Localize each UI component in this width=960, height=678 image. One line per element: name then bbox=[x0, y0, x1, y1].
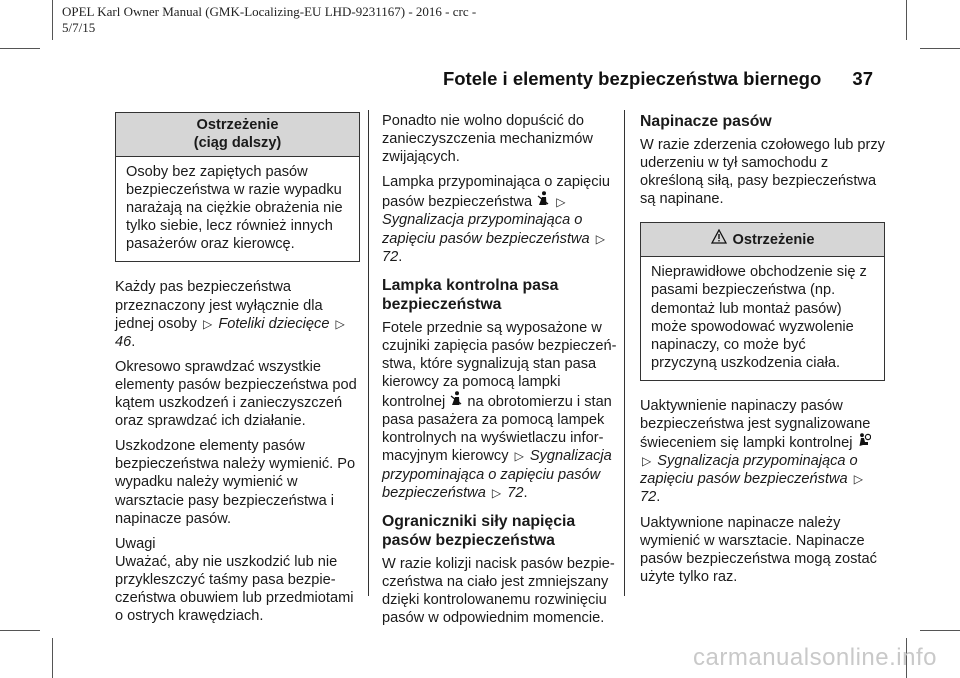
paragraph-text: Każdy pas bezpieczeństwa przeznaczony jest wyłącznie dla jednej osoby bbox=[115, 279, 323, 332]
page-reference-arrow-icon: ▷ bbox=[491, 485, 502, 500]
page-reference-arrow-icon: ▷ bbox=[514, 449, 524, 464]
column-2 bbox=[382, 112, 622, 634]
crop-mark bbox=[920, 630, 960, 631]
page-reference-arrow-icon: ▷ bbox=[335, 316, 345, 331]
seatbelt-reminder-icon bbox=[537, 191, 549, 209]
section-heading: Lampka kontrolna pasa bezpieczeństwa bbox=[382, 276, 559, 313]
paragraph: Uaktywnione napinacze należy wymienić w warsztacie. Napinacze pasów bezpieczeństwa mogą zostać użyte tylko raz. bbox=[640, 514, 877, 585]
note-text: Uważać, aby nie uszkodzić lub nie przykleszczyć taśmy pasa bezpieczeństwa obuwiem lub przedmiotami o ostrych krawędziach. bbox=[115, 553, 354, 625]
crop-mark bbox=[52, 0, 53, 40]
paragraph: Okresowo sprawdzać wszystkie elementy pasów bezpieczeństwa pod kątem uszkodzeń i zanieczyszczeń oraz sprawdzać ich działanie. bbox=[115, 358, 357, 430]
cross-reference-link[interactable]: Sygnalizacja przypominająca o zapięciu pasów bezpieczeństwa bbox=[382, 212, 590, 247]
watermark: carmanualsonline.info bbox=[693, 644, 937, 671]
crop-mark bbox=[0, 630, 40, 631]
paragraph-text: Lampka przypominająca o zapięciu pasów bezpieczeństwa bbox=[382, 174, 610, 211]
paragraph: Uaktywnienie napinaczy pasów bezpieczeństwa jest sygnalizowane świeceniem się lampki kontrolnej ▷ Sygnalizacja przypominająca o zapięciu pasów bezpieczeństwa ▷ 72. bbox=[640, 397, 871, 506]
crop-mark bbox=[906, 0, 907, 40]
cross-reference-page[interactable]: 46 bbox=[115, 333, 132, 350]
page-reference-arrow-icon: ▷ bbox=[203, 316, 213, 331]
paragraph: W razie kolizji nacisk pasów bezpieczeństwa na ciało jest zmniejszany dzięki kontrolowanemu rozwinięciu pasów w odpowiednim momencie. bbox=[382, 555, 615, 626]
cross-reference-link[interactable]: Sygnalizacja przypominająca o zapięciu pasów bezpieczeństwa bbox=[640, 453, 858, 488]
warning-header bbox=[641, 223, 884, 257]
paragraph-text: na obrotomierzu i stan pasa pasażera za pomocą lampek kontrolnych na wyświetlaczu informacyjnym kierowcy bbox=[382, 394, 612, 465]
paragraph: Każdy pas bezpieczeństwa przeznaczony jest wyłącznie dla jednej osoby ▷ Foteliki dziecięce ▷ 46. bbox=[115, 279, 345, 350]
warning-box bbox=[640, 222, 885, 381]
paragraph: Lampka przypominająca o zapięciu pasów bezpieczeństwa ▷ Sygnalizacja przypominająca o zapięciu pasów bezpieczeństwa ▷ 72. bbox=[382, 174, 610, 265]
column-divider bbox=[624, 110, 625, 596]
note-title: Uwagi bbox=[115, 535, 156, 552]
cross-reference-page[interactable]: 72 bbox=[507, 484, 524, 501]
column-1 bbox=[115, 112, 360, 625]
page-reference-arrow-icon: ▷ bbox=[642, 454, 652, 469]
document-meta bbox=[62, 4, 502, 36]
paragraph: W razie zderzenia czołowego lub przy uderzeniu w tył samochodu z określoną siłą, pasy bezpieczeństwa są napinane. bbox=[640, 137, 885, 208]
crop-mark bbox=[920, 48, 960, 49]
warning-title: Ostrzeżenie bbox=[732, 232, 815, 249]
warning-title: Ostrzeżenie bbox=[196, 117, 279, 133]
seatbelt-reminder-icon bbox=[450, 391, 462, 409]
warning-header bbox=[116, 113, 359, 157]
cross-reference-page[interactable]: 72 bbox=[640, 489, 657, 506]
cross-reference-page[interactable]: 72 bbox=[382, 248, 399, 265]
page-reference-arrow-icon: ▷ bbox=[595, 231, 605, 246]
document-meta-line: OPEL Karl Owner Manual (GMK-Localizing-EU LHD-9231167) - 2016 - crc - bbox=[62, 4, 477, 19]
warning-box-continued bbox=[115, 112, 360, 262]
section-title: Fotele i elementy bezpieczeństwa biernego bbox=[442, 68, 822, 89]
airbag-pretensioner-icon bbox=[858, 433, 871, 450]
column-3 bbox=[640, 112, 885, 593]
warning-subtitle: (ciąg dalszy) bbox=[193, 135, 282, 151]
paragraph-text: Fotele przednie są wyposażone w czujniki zapięcia pasów bezpieczeństwa, które sygnalizują stan pasa kierowcy za pomocą lampki kontrolnej bbox=[382, 319, 617, 411]
section-heading: Napinacze pasów bbox=[640, 113, 772, 130]
warning-text: Nieprawidłowe obchodzenie się z pasami bezpieczeństwa (np. demontaż lub montaż pasów) może spowodować wyzwolenie napinaczy, co może być przyczyną uszkodzenia ciała. bbox=[651, 264, 867, 371]
paragraph: Ponadto nie wolno dopuścić do zanieczyszczenia mechanizmów zwijających. bbox=[382, 113, 593, 166]
page-reference-arrow-icon: ▷ bbox=[853, 472, 863, 487]
column-divider bbox=[368, 110, 369, 596]
paragraph: Uszkodzone elementy pasów bezpieczeństwa należy wymienić. Po wypadku należy wymienić w warsztacie pasy bezpieczeństwa i napinacze pasów. bbox=[115, 438, 356, 527]
warning-text: Osoby bez zapiętych pasów bezpieczeństwa w razie wypadku narażają na ciężkie obrażenia nie tylko siebie, lecz również innych pasażerów oraz kierowcę. bbox=[126, 164, 343, 253]
warning-triangle-icon bbox=[711, 229, 727, 249]
note bbox=[115, 535, 360, 625]
running-header bbox=[443, 68, 873, 90]
crop-mark bbox=[52, 638, 53, 678]
document-date: 5/7/15 bbox=[62, 20, 96, 35]
cross-reference-link[interactable]: Foteliki dziecięce bbox=[218, 315, 330, 332]
crop-mark bbox=[0, 48, 40, 49]
section-heading: Ograniczniki siły napięcia pasów bezpieczeństwa bbox=[382, 512, 576, 549]
cross-reference-link[interactable]: Sygnalizacja przypominająca o zapięciu pasów bezpieczeństwa bbox=[382, 448, 612, 501]
paragraph: Fotele przednie są wyposażone w czujniki zapięcia pasów bezpieczeństwa, które sygnalizują stan pasa kierowcy za pomocą lampki kontrolnej na obrotomierzu i stan pasa pasażera za pomocą lampek kontrolnych na wyświetlaczu informacyjnym kierowcy ▷ Sygnalizacja przypominająca o zapięciu pasów bezpieczeństwa ▷ 72. bbox=[382, 319, 617, 501]
page-reference-arrow-icon: ▷ bbox=[556, 195, 566, 210]
paragraph-text: Uaktywnienie napinaczy pasów bezpieczeństwa jest sygnalizowane świeceniem się lampki kontrolnej bbox=[640, 397, 871, 452]
page-number: 37 bbox=[852, 68, 873, 89]
